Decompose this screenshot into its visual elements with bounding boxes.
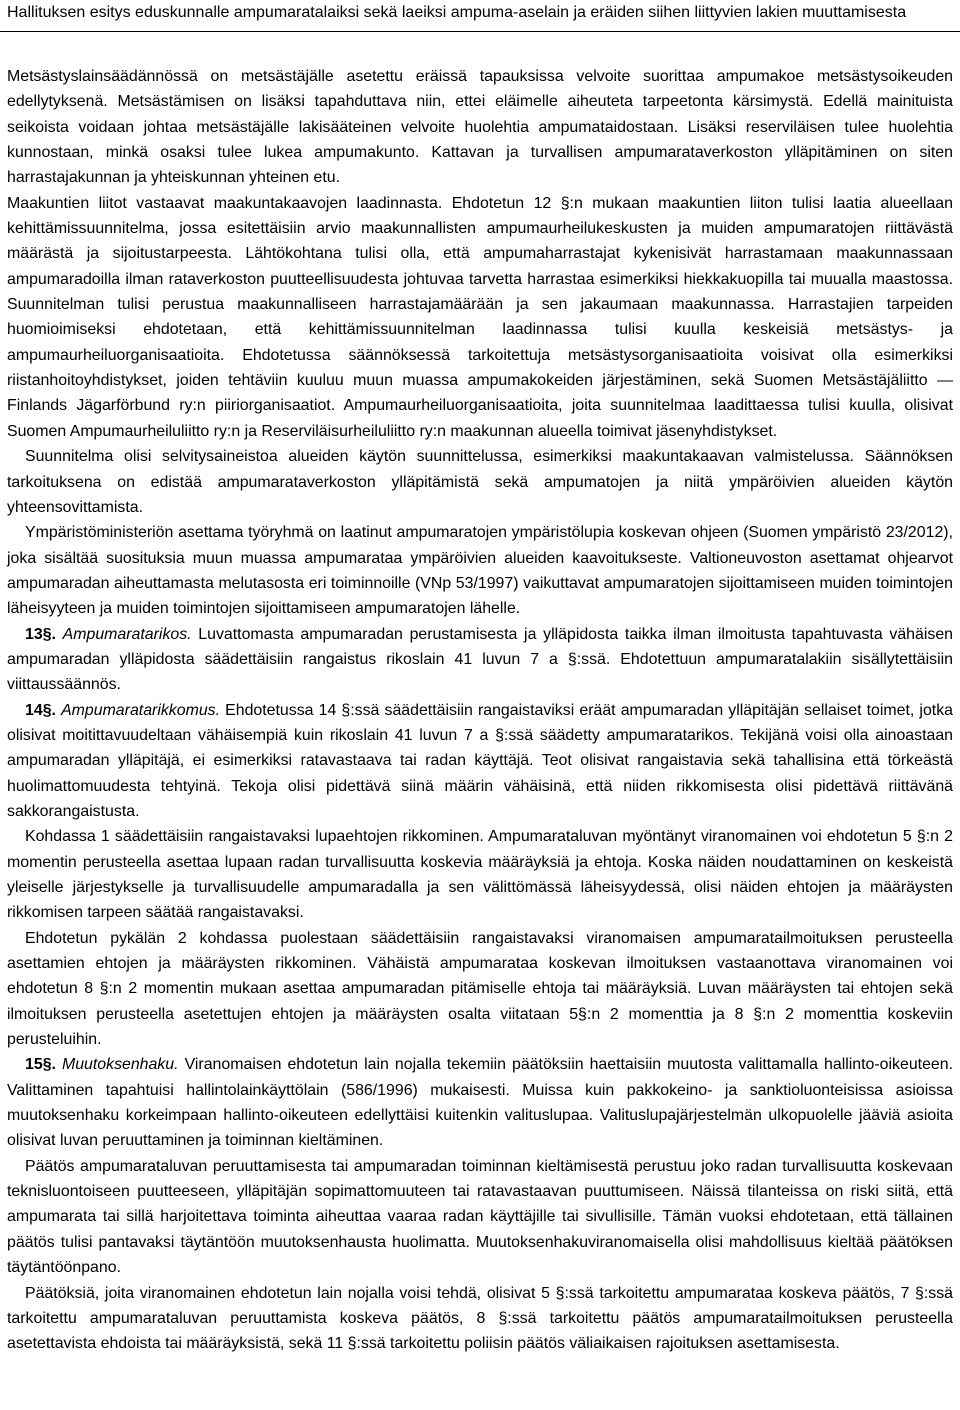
- section-number: 15: [25, 1056, 43, 1074]
- running-header: [0, 0, 960, 34]
- paragraph: Kohdassa 1 säädettäisiin rangaistavaksi lupaehtojen rikkominen. Ampumarataluvan myöntänyt viranomainen voi ehdotetun 5 §:n 2 momentin perusteella asettaa lupaan radan turvallisuutta koskevia määräyksiä ja ehtoja. Koska näiden noudattaminen on keskeistä yleiselle järjestykselle ja turvallisuudelle ampumaradalla ja sen välittömässä läheisyydessä, olisi näiden ehtojen ja määräysten rikkomisen tarpeen säätää rangaistavaksi.: [7, 828, 953, 922]
- paragraph: Ympäristöministeriön asettama työryhmä on laatinut ampumaratojen ympäristölupia koskevan ohjeen (Suomen ympäristö 23/2012), joka sisältää suosituksia muun muassa ampumarataa ympäröivien alueiden kaavoitukseste. Valtioneuvoston asettamat ohjearvot ampumaradan aiheuttamasta melutasosta eri toiminnoille (VNp 53/1997) vaikuttavat ampumaratojen sijoittamiseen muiden toimintojen läheisyyteen ja muiden toimintojen sijoittamiseen ampumaratojen lähelle.: [7, 524, 953, 618]
- section-heading: Muutoksenhaku.: [61, 1056, 179, 1074]
- section-text: Luvattomasta ampumaradan perustamisesta ja ylläpidosta taikka ilman ilmoitusta tapahtuvasta vähäisen ampumaradan ylläpidosta säädettäisiin rangaistus rikoslain 41 luvun 7 a §:ssä. Ehdotettuun ampumaratalakiin sisällytettäisiin viittaussäännös.: [7, 625, 953, 694]
- section-paragraph: 14§. Ampumaratarikkomus. Ehdotetussa 14 §:ssä säädettäisiin rangaistaviksi eräät ampumaradan ylläpitäjän sellaiset toimet, jotka olisivat moitittavuudeltaan vähäisempiä kuin rikoslain 41 luvun 7 a §:ssä säädetty ampumaratarikos. Tekijänä voisi olla ainoastaan ampumaradan ylläpitäjä, ei esimerkiksi ratavastaava tai radan käyttäjä. Teot olisivat rangaistavia sekä tahallisina että törkeästä huolimattomuudesta tehtyinä. Tekoja olisi pidettävä siinä määrin vähäisinä, että niiden rikkomisesta olisi pidettävä riittävänä sakkorangaistusta.: [7, 701, 953, 820]
- section-paragraph: 13§. Ampumaratarikos. Luvattomasta ampumaradan perustamisesta ja ylläpidosta taikka ilman ilmoitusta tapahtuvasta vähäisen ampumaradan ylläpidosta säädettäisiin rangaistus rikoslain 41 luvun 7 a §:ssä. Ehdotettuun ampumaratalakiin sisällytettäisiin viittaussäännös.: [7, 625, 953, 694]
- section-text: Ehdotetussa 14 §:ssä säädettäisiin rangaistaviksi eräät ampumaradan ylläpitäjän sellaiset toimet, jotka olisivat moitittavuudeltaan vähäisempiä kuin rikoslain 41 luvun 7 a §:ssä säädetty ampumaratarikos. Tekijänä voisi olla ainoastaan ampumaradan ylläpitäjä, ei esimerkiksi ratavastaava tai radan käyttäjä. Teot olisivat rangaistavia sekä tahallisina että törkeästä huolimattomuudesta tehtyinä. Tekoja olisi pidettävä siinä määrin vähäisinä, että niiden rikkomisesta olisi pidettävä riittävänä sakkorangaistusta.: [7, 701, 953, 820]
- paragraph: Ehdotetun pykälän 2 kohdassa puolestaan säädettäisiin rangaistavaksi viranomaisen ampumaratailmoituksen perusteella asettamien ehtojen ja määräysten rikkominen. Vähäistä ampumarataa koskevan ilmoituksen vastaanottava viranomainen voi ehdotetun 8 §:n 2 momentin mukaan asettaa ampumaradan pitämiselle ehtoja tai määräyksiä. Luvan määräysten tai ehtojen sekä ilmoituksen perusteella asetettujen ehtojen ja määräysten osalta viitataan 5§:n 2 momenttia ja 8 §:n 2 momenttia koskeviin perusteluihin.: [7, 929, 953, 1049]
- paragraph: Suunnitelma olisi selvitysaineistoa alueiden käytön suunnittelussa, esimerkiksi maakuntakaavan valmistelussa. Säännöksen tarkoituksena on edistää ampumarataverkoston ylläpitämistä sekä ampumatojen ja niitä ympäröivien alueiden käytön yhteensovittamista.: [7, 448, 953, 516]
- document-body: [7, 64, 953, 1357]
- section-heading: Ampumaratarikkomus.: [61, 701, 221, 719]
- running-header-title: Hallituksen esitys eduskunnalle ampumaratalaiksi sekä laeiksi ampuma-aselain ja eräiden siihen liittyvien lakien muuttamisesta: [7, 4, 907, 21]
- paragraph: Päätös ampumarataluvan peruuttamisesta tai ampumaradan toiminnan kieltämisestä perustuu joko radan turvallisuutta koskevaan teknisluontoiseen puutteeseen, ylläpitäjän sopimattomuuteen tai ratavastaavan puuttumiseen. Näissä tilanteissa on riski siitä, että ampumarata tai sillä harjoitettava toiminta aiheuttaa vaaraa radan käyttäjille tai sivullisille. Tämän vuoksi ehdotetaan, että tällainen päätös tulisi pantavaksi täytäntöön muutoksenhausta huolimatta. Muutoksenhakuviranomaisella olisi mahdollisuus kieltää päätöksen täytäntöönpano.: [7, 1157, 953, 1277]
- section-text: Viranomaisen ehdotetun lain nojalla tekemiin päätöksiin haettaisiin muutosta valittamalla hallinto-oikeuteen. Valittaminen tapahtuisi hallintolainkäyttölain (586/1996) mukaisesti. Muissa kuin pakkokeino- ja sanktioluonteisissa asioissa muutoksenhaku korkeimpaan hallinto-oikeuteen edellyttäisi kuitenkin valituslupaa. Valituslupajärjestelmän ulkopuolelle jääviä asioita olisivat luvan peruuttaminen ja toiminnan kieltäminen.: [7, 1056, 953, 1150]
- paragraph: Metsästyslainsäädännössä on metsästäjälle asetettu eräissä tapauksissa velvoite suorittaa ampumakoe metsästysoikeuden edellytyksenä. Metsästämisen on lisäksi tapahduttava niin, ettei eläimelle aiheuteta tarpeetonta kärsimystä. Edellä mainituista seikoista voidaan johtaa metsästäjälle lakisääteinen velvoite huolehtia ampumataidostaan. Lisäksi reserviläisen tulee huolehtia kunnostaan, minkä osaksi tulee lukea ampumakunto. Kattavan ja turvallisen ampumarataverkoston ylläpitäminen on siten harrastajakunnan ja yhteiskunnan yhteinen etu.: [7, 68, 953, 187]
- section-number: 14: [25, 701, 43, 719]
- paragraph: Maakuntien liitot vastaavat maakuntakaavojen laadinnasta. Ehdotetun 12 §:n mukaan maakuntien liiton tulisi laatia alueellaan kehittämissuunnitelma, jossa esitettäisiin arvio maakunnallisten ampumaurheilukeskusten ja muiden ampumaratojen riittävästä määrästä ja sijoitustarpeesta. Lähtökohtana tulisi olla, että ampumaharrastajat kykenisivät harrastamaan maakunnassaan ampumaradoilla ilman rataverkoston puutteellisuudesta johtuvaa tarvetta harrastaa esimerkiksi hiekkakuopilla tai muualla maastossa. Suunnitelman tulisi perustua maakunnalliseen harrastajamäärään ja sen jakaumaan maakunnassa. Harrastajien tarpeiden huomioimiseksi ehdotetaan, että kehittämissuunnitelman laadinnassa tulisi kuulla keskeisiä metsästys- ja ampumaurheiluorganisaatioita. Ehdotetussa säännöksessä tarkoitettuja metsästysorganisaatioita voisivat olla esimerkiksi riistanhoitoyhdistykset, joiden tehtäviin kuuluu muun muassa ampumakokeiden järjestäminen, sekä Suomen Metsästäjäliitto — Finlands Jägarförbund ry:n piiriorganisaatiot. Ampumaurheiluorganisaatioita, joita suunnitelmaa laadittaessa tulisi kuulla, olisivat Suomen Ampumaurheiluliitto ry:n ja Reserviläisurheiluliitto ry:n maakunnan alueella toimivat jäsenyhdistykset.: [7, 194, 953, 440]
- section-heading: Ampumaratarikos.: [62, 625, 192, 643]
- section-number: 13: [25, 625, 43, 643]
- header-divider: [0, 31, 960, 32]
- paragraph: Päätöksiä, joita viranomainen ehdotetun lain nojalla voisi tehdä, olisivat 5 §:ssä tarkoitettu ampumarataa koskeva päätös, 7 §:ssä tarkoitettu ampumarataluvan peruuttamista koskeva päätös, 8 §:ssä tarkoitettu päätös ampumaratailmoituksen perusteella asetettavista ehdoista tai määräyksistä, sekä 11 §:ssä tarkoitettu poliisin päätös väliaikaisen rajoituksen asettamisesta.: [7, 1284, 953, 1353]
- section-paragraph: 15§. Muutoksenhaku. Viranomaisen ehdotetun lain nojalla tekemiin päätöksiin haettaisiin muutosta valittamalla hallinto-oikeuteen. Valittaminen tapahtuisi hallintolainkäyttölain (586/1996) mukaisesti. Muissa kuin pakkokeino- ja sanktioluonteisissa asioissa muutoksenhaku korkeimpaan hallinto-oikeuteen edellyttäisi kuitenkin valituslupaa. Valituslupajärjestelmän ulkopuolelle jääviä asioita olisivat luvan peruuttaminen ja toiminnan kieltäminen.: [7, 1056, 953, 1150]
